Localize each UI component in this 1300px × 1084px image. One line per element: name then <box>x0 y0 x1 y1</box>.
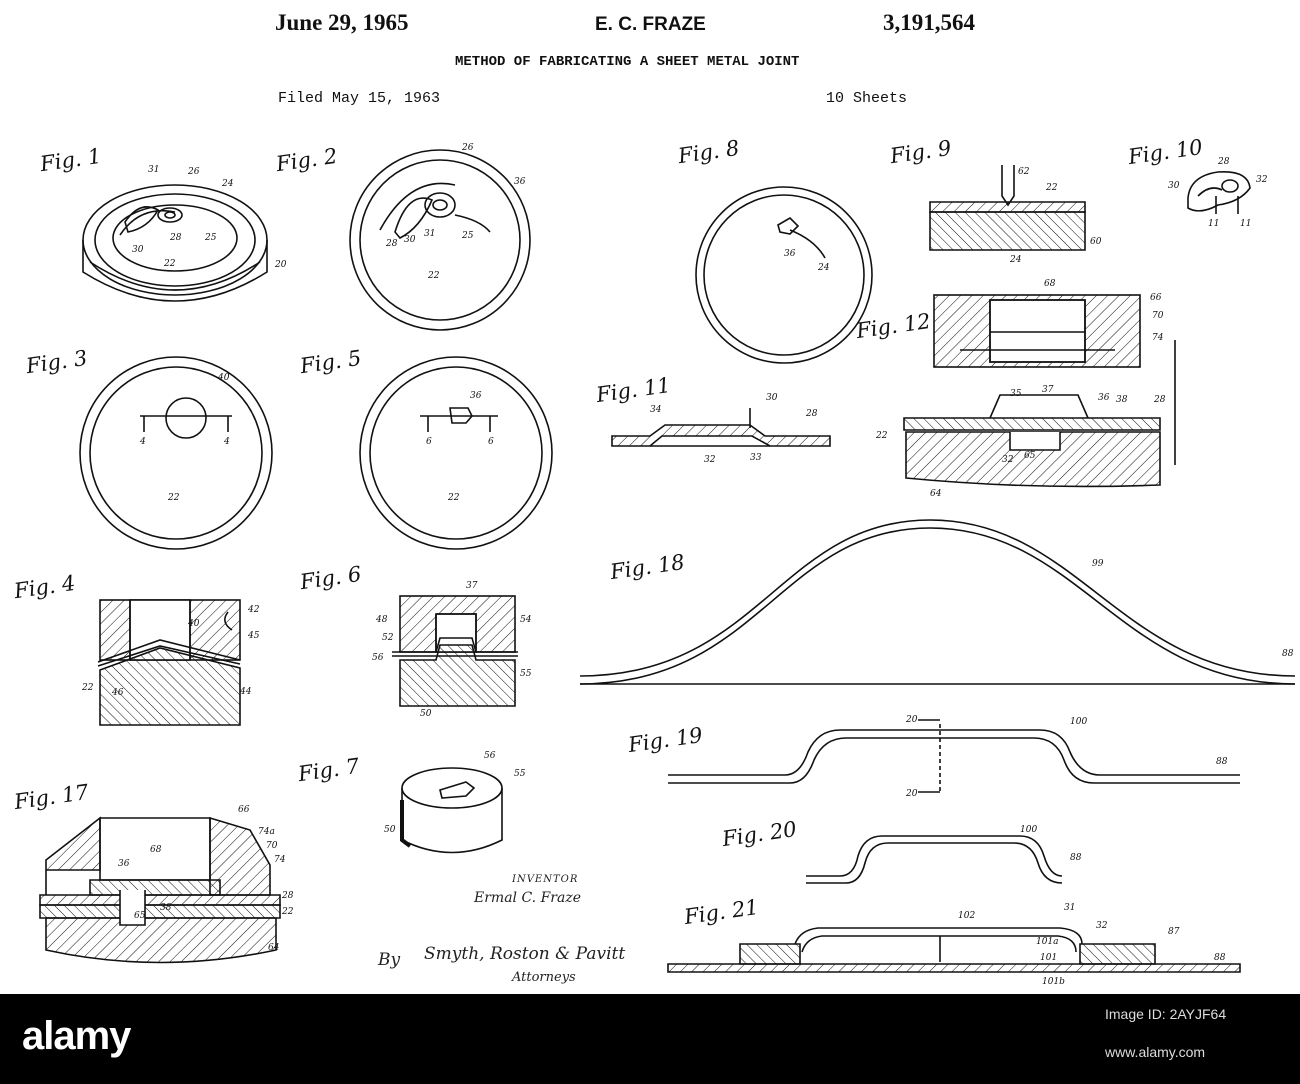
numeral: 36 <box>118 859 130 869</box>
numeral: 36 <box>784 249 796 259</box>
numeral: 36 <box>1098 393 1110 403</box>
numeral: 31 <box>424 229 436 239</box>
numeral: 38 <box>160 903 172 913</box>
fig-label-19: Fig. 19 <box>626 722 705 758</box>
fig-label-2: Fig. 2 <box>274 143 339 177</box>
fig1-can-end <box>83 185 267 301</box>
numeral: 28 <box>282 891 294 901</box>
numeral: 32 <box>1002 455 1014 465</box>
numeral: 34 <box>650 405 662 415</box>
patent-number: 3,191,564 <box>883 10 975 35</box>
fig7-punch <box>402 768 502 853</box>
numeral: 22 <box>448 493 460 503</box>
numeral: 37 <box>466 581 478 591</box>
by-label: By <box>378 950 401 970</box>
numeral: 32 <box>1096 921 1108 931</box>
numeral: 28 <box>170 233 182 243</box>
numeral: 20 <box>275 260 287 270</box>
patent-filed: Filed May 15, 1963 <box>278 90 441 107</box>
numeral: 4 <box>140 437 146 447</box>
inventor-name: Ermal C. Fraze <box>474 890 581 906</box>
numeral: 32 <box>1256 175 1268 185</box>
numeral: 25 <box>462 231 474 241</box>
alamy-logo: alamy <box>22 1014 131 1058</box>
numeral: 70 <box>266 841 278 851</box>
fig20-profile <box>806 836 1062 883</box>
fig8-plan-view <box>696 187 872 363</box>
fig-label-7: Fig. 7 <box>296 753 361 787</box>
numeral: 102 <box>958 911 976 921</box>
numeral: 35 <box>1010 389 1022 399</box>
fig19-profile <box>668 720 1240 792</box>
stock-footer-bar <box>0 994 1300 1084</box>
numeral: 54 <box>520 615 532 625</box>
image-id: Image ID: 2AYJF64 <box>1105 1006 1227 1022</box>
fig-label-3: Fig. 3 <box>24 345 89 379</box>
numeral: 31 <box>148 165 160 175</box>
fig18-profile <box>580 520 1295 684</box>
fig12-die-section <box>904 295 1175 486</box>
numeral: 30 <box>1168 181 1180 191</box>
fig11-rivet-section <box>612 408 830 446</box>
numeral: 62 <box>1018 167 1030 177</box>
numeral: 65 <box>134 911 146 921</box>
fig-label-5: Fig. 5 <box>298 345 363 379</box>
numeral: 36 <box>514 177 526 187</box>
numeral: 74a <box>258 827 275 837</box>
numeral: 20 <box>906 789 918 799</box>
numeral: 37 <box>1042 385 1054 395</box>
numeral: 68 <box>1044 279 1056 289</box>
numeral: 70 <box>1152 311 1164 321</box>
attorneys-label: Attorneys <box>512 970 576 985</box>
numeral: 31 <box>1064 903 1076 913</box>
numeral: 11 <box>1208 219 1220 229</box>
patent-inventor-header: E. C. FRAZE <box>595 14 706 35</box>
numeral: 50 <box>384 825 396 835</box>
fig-label-6: Fig. 6 <box>298 561 363 595</box>
fig-label-8: Fig. 8 <box>676 135 741 169</box>
site-url[interactable]: www.alamy.com <box>1105 1044 1206 1060</box>
numeral: 87 <box>1168 927 1180 937</box>
numeral: 40 <box>218 373 230 383</box>
fig9-cutting-section <box>930 165 1085 250</box>
fig-label-20: Fig. 20 <box>720 816 799 852</box>
numeral: 11 <box>1240 219 1252 229</box>
numeral: 50 <box>420 709 432 719</box>
numeral: 100 <box>1020 825 1038 835</box>
numeral: 42 <box>248 605 260 615</box>
numeral: 88 <box>1070 853 1082 863</box>
numeral: 64 <box>930 489 942 499</box>
fig3-plan-view <box>80 357 272 549</box>
numeral: 74 <box>274 855 286 865</box>
numeral: 6 <box>488 437 494 447</box>
numeral: 74 <box>1152 333 1164 343</box>
fig2-top-view <box>350 150 530 330</box>
fig-label-12: Fig. 12 <box>854 308 933 344</box>
numeral: 22 <box>168 493 180 503</box>
fig-label-9: Fig. 9 <box>888 135 953 169</box>
numeral: 25 <box>205 233 217 243</box>
patent-title: METHOD OF FABRICATING A SHEET METAL JOINT <box>455 54 800 70</box>
fig-label-11: Fig. 11 <box>594 372 673 408</box>
numeral: 24 <box>1010 255 1022 265</box>
numeral: 22 <box>428 271 440 281</box>
numeral: 88 <box>1282 649 1294 659</box>
numeral: 28 <box>1218 157 1230 167</box>
numeral: 68 <box>150 845 162 855</box>
fig-label-4: Fig. 4 <box>12 570 77 604</box>
fig-label-21: Fig. 21 <box>682 894 761 930</box>
numeral: 48 <box>376 615 388 625</box>
numeral: 101a <box>1036 937 1059 947</box>
numeral: 56 <box>372 653 384 663</box>
fig21-joint-section <box>668 928 1240 972</box>
numeral: 26 <box>462 143 474 153</box>
numeral: 46 <box>112 688 124 698</box>
numeral: 99 <box>1092 559 1104 569</box>
numeral: 64 <box>268 943 280 953</box>
fig-label-10: Fig. 10 <box>1126 134 1205 170</box>
numeral: 44 <box>240 687 252 697</box>
numeral: 22 <box>1046 183 1058 193</box>
numeral: 101b <box>1042 977 1065 987</box>
numeral: 22 <box>876 431 888 441</box>
numeral: 40 <box>188 619 200 629</box>
numeral: 30 <box>404 235 416 245</box>
fig-label-17: Fig. 17 <box>12 779 91 815</box>
numeral: 45 <box>248 631 260 641</box>
fig6-die-section <box>392 596 518 706</box>
numeral: 33 <box>750 453 762 463</box>
numeral: 22 <box>282 907 294 917</box>
numeral: 65 <box>1024 451 1036 461</box>
numeral: 30 <box>132 245 144 255</box>
patent-date: June 29, 1965 <box>275 10 409 35</box>
fig5-plan-view <box>360 357 552 549</box>
numeral: 88 <box>1216 757 1228 767</box>
fig-label-1: Fig. 1 <box>38 143 103 177</box>
numeral: 22 <box>82 683 94 693</box>
numeral: 60 <box>1090 237 1102 247</box>
fig4-die-section <box>98 600 240 725</box>
numeral: 28 <box>806 409 818 419</box>
numeral: 28 <box>386 239 398 249</box>
numeral: 66 <box>238 805 250 815</box>
numeral: 22 <box>164 259 176 269</box>
numeral: 6 <box>426 437 432 447</box>
numeral: 4 <box>224 437 230 447</box>
numeral: 55 <box>520 669 532 679</box>
inventor-label: INVENTOR <box>512 874 579 885</box>
numeral: 36 <box>470 391 482 401</box>
fig10-tab <box>1188 172 1250 214</box>
numeral: 24 <box>818 263 830 273</box>
numeral: 28 <box>1154 395 1166 405</box>
numeral: 56 <box>484 751 496 761</box>
numeral: 52 <box>382 633 394 643</box>
numeral: 66 <box>1150 293 1162 303</box>
numeral: 38 <box>1116 395 1128 405</box>
numeral: 55 <box>514 769 526 779</box>
numeral: 20 <box>906 715 918 725</box>
fig17-assembly-section <box>40 818 280 963</box>
numeral: 88 <box>1214 953 1226 963</box>
numeral: 26 <box>188 167 200 177</box>
attorneys-firm: Smyth, Roston & Pavitt <box>424 944 626 964</box>
numeral: 32 <box>704 455 716 465</box>
patent-sheets: 10 Sheets <box>826 90 908 107</box>
fig-label-18: Fig. 18 <box>608 549 687 585</box>
numeral: 101 <box>1040 953 1058 963</box>
numeral: 30 <box>766 393 778 403</box>
numeral: 100 <box>1070 717 1088 727</box>
numeral: 24 <box>222 179 234 189</box>
